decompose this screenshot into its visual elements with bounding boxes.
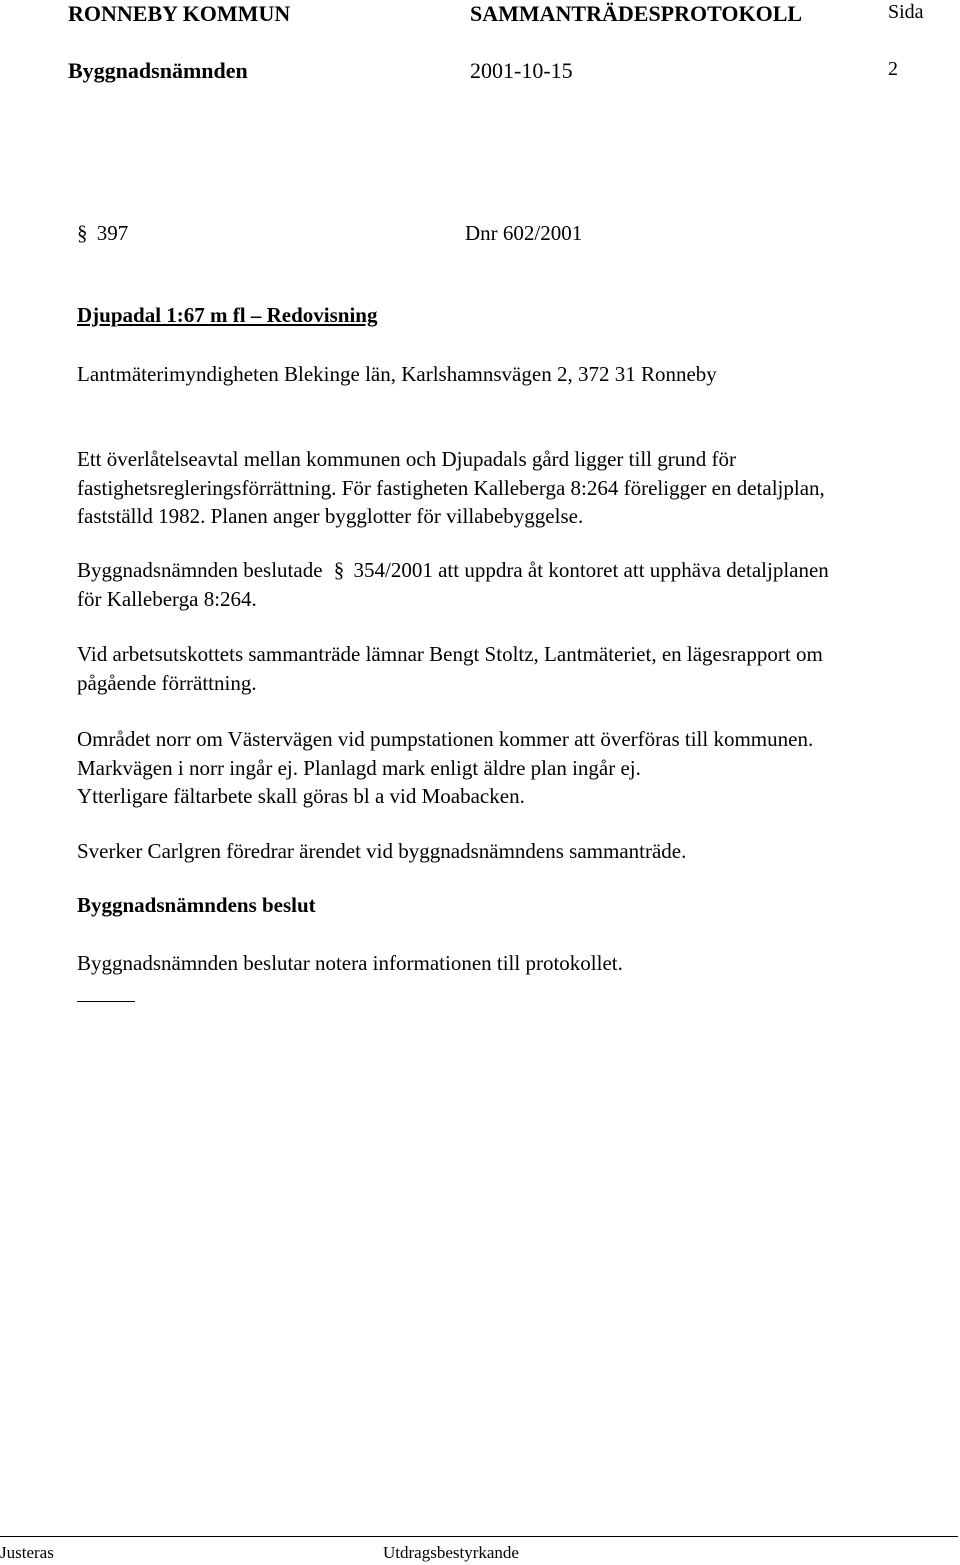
org-name: RONNEBY KOMMUN	[68, 1, 291, 26]
decision-text: Byggnadsnämnden beslutar notera informationen till protokollet.	[77, 951, 623, 975]
section-symbol: §	[333, 558, 345, 582]
page-label: Sida	[888, 1, 924, 23]
paragraph-line	[77, 556, 947, 585]
paragraph-line: Vid arbetsutskottets sammanträde lämnar Bengt Stoltz, Lantmäteriet, en lägesrapport om	[77, 642, 823, 666]
item-number-value: 397	[96, 221, 129, 245]
paragraph-line: Ytterligare fältarbete skall göras bl a vid Moabacken.	[77, 784, 525, 808]
committee-name: Byggnadsnämnden	[68, 58, 248, 83]
footer-rule	[0, 1536, 958, 1537]
footer-justeras: Justeras	[0, 1543, 54, 1562]
paragraph-area-details	[77, 725, 947, 811]
doc-type: SAMMANTRÄDESPROTOKOLL	[470, 1, 803, 26]
meeting-date: 2001-10-15	[470, 58, 573, 83]
paragraph-line: Markvägen i norr ingår ej. Planlagd mark enligt äldre plan ingår ej.	[77, 755, 641, 780]
paragraph-line: Området norr om Västervägen vid pumpstationen kommer att överföras till kommunen.	[77, 727, 814, 751]
dnr: Dnr 602/2001	[465, 221, 583, 245]
item-title: Djupadal 1:67 m fl – Redovisning	[77, 303, 378, 327]
decision-heading: Byggnadsnämndens beslut	[77, 893, 316, 917]
address-line: Lantmäterimyndigheten Blekinge län, Karlshamnsvägen 2, 372 31 Ronneby	[77, 362, 717, 386]
paragraph-line: Ett överlåtelseavtal mellan kommunen och Djupadals gård ligger till grund för	[77, 447, 736, 471]
item-number	[77, 219, 128, 248]
paragraph-line-part: 354/2001 att uppdra åt kontoret att upphäva detaljplanen	[353, 558, 829, 582]
paragraph-background	[77, 445, 947, 531]
footer-utdragsbestyrkande: Utdragsbestyrkande	[383, 1543, 519, 1562]
page-number: 2	[888, 58, 898, 80]
paragraph-previous-decision	[77, 556, 947, 613]
paragraph-line: för Kalleberga 8:264.	[77, 586, 257, 611]
paragraph-line: fastställd 1982. Planen anger bygglotter för villabebyggelse.	[77, 504, 584, 528]
paragraph-line: pågående förrättning.	[77, 670, 257, 695]
paragraph-line-part: Byggnadsnämnden beslutade	[77, 558, 323, 582]
paragraph-presenter: Sverker Carlgren föredrar ärendet vid byggnadsnämndens sammanträde.	[77, 839, 687, 863]
paragraph-status-report	[77, 640, 947, 697]
section-symbol: §	[77, 221, 88, 245]
paragraph-line: fastighetsregleringsförrättning. För fastigheten Kalleberga 8:264 föreligger en detaljplan,	[77, 475, 825, 500]
end-rule	[77, 1001, 135, 1002]
